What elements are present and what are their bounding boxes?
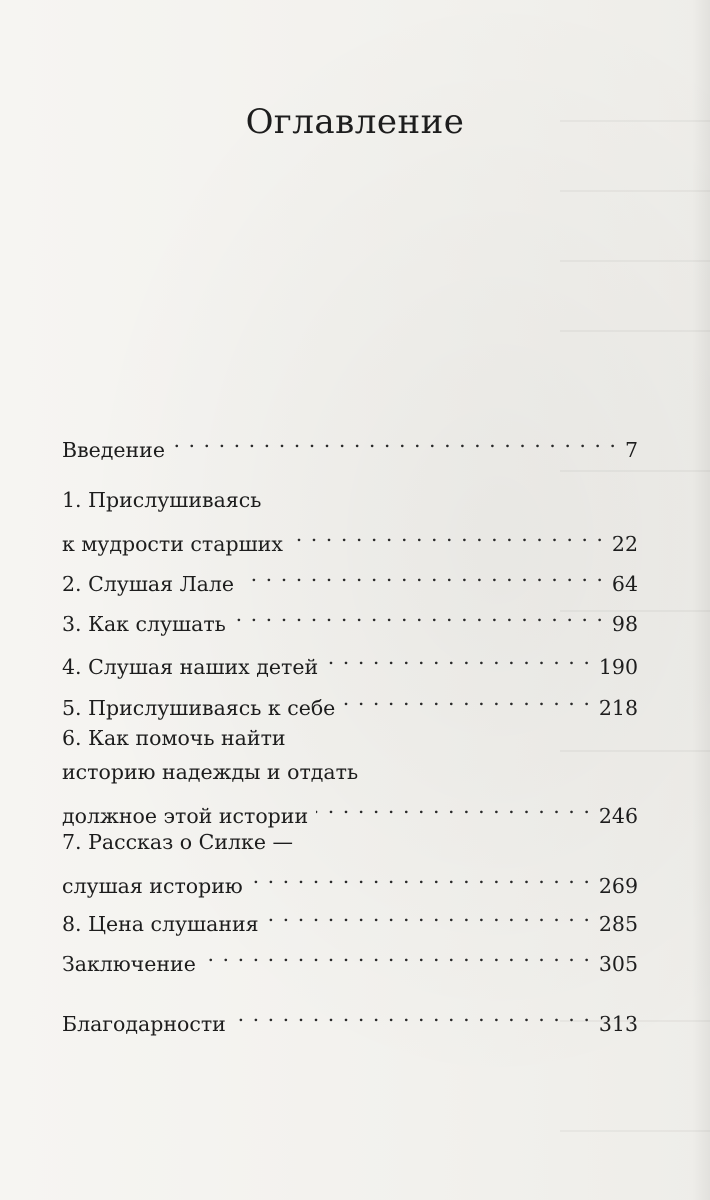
toc-entry-title-continued: слушая историю <box>62 874 243 898</box>
toc-entry <box>62 483 638 556</box>
dot-leader <box>291 517 604 551</box>
page-title: Оглавление <box>245 102 465 142</box>
dot-leader <box>234 997 591 1031</box>
toc-entry <box>62 423 638 462</box>
toc-page-number: 7 <box>624 438 638 462</box>
toc-entry <box>62 597 638 636</box>
table-of-contents <box>62 0 638 1200</box>
toc-page-number: 269 <box>598 874 638 898</box>
toc-entry-title: 3. Как слушать <box>62 612 226 636</box>
toc-entry <box>62 557 638 596</box>
toc-entry <box>62 640 638 679</box>
toc-entry <box>62 897 638 936</box>
toc-page-number: 22 <box>611 532 638 556</box>
toc-entry-title: Введение <box>62 438 165 462</box>
toc-entry <box>62 937 638 976</box>
toc-entry-title: 6. Как помочь найти <box>62 726 286 750</box>
toc-entry-title: Благодарности <box>62 1012 226 1036</box>
toc-page-number: 190 <box>598 655 638 679</box>
dot-leader <box>326 640 591 674</box>
dot-leader <box>234 597 604 631</box>
dot-leader <box>267 897 591 931</box>
toc-entry-title: 7. Рассказ о Силке — <box>62 830 293 854</box>
dot-leader <box>204 937 591 971</box>
toc-entry-title: 8. Цена слушания <box>62 912 259 936</box>
toc-entry-title: 1. Прислушиваясь <box>62 488 262 512</box>
toc-entry <box>62 997 638 1036</box>
toc-entry-title: 2. Слушая Лале <box>62 572 235 596</box>
toc-entry-title: 4. Слушая наших детей <box>62 655 319 679</box>
toc-entry-title: 5. Прислушиваясь к себе <box>62 696 336 720</box>
dot-leader <box>242 557 604 591</box>
toc-page-number: 285 <box>598 912 638 936</box>
dot-leader <box>251 859 591 893</box>
toc-entry-title: Заключение <box>62 952 196 976</box>
dot-leader <box>173 423 617 457</box>
toc-page-number: 246 <box>598 804 638 828</box>
toc-entry-title-continued: историю надежды и отдать <box>62 760 359 784</box>
dot-leader <box>316 789 591 823</box>
toc-page-number: 313 <box>598 1012 638 1036</box>
toc-page-number: 305 <box>598 952 638 976</box>
toc-entry <box>62 721 638 828</box>
toc-entry <box>62 681 638 720</box>
toc-page-number: 64 <box>611 572 638 596</box>
toc-entry <box>62 825 638 898</box>
page-edge-shadow <box>692 0 710 1200</box>
dot-leader <box>343 681 591 715</box>
toc-entry-title-continued: к мудрости старших <box>62 532 283 556</box>
toc-entry-title-continued: должное этой истории <box>62 804 309 828</box>
toc-page-number: 218 <box>598 696 638 720</box>
toc-page-number: 98 <box>611 612 638 636</box>
